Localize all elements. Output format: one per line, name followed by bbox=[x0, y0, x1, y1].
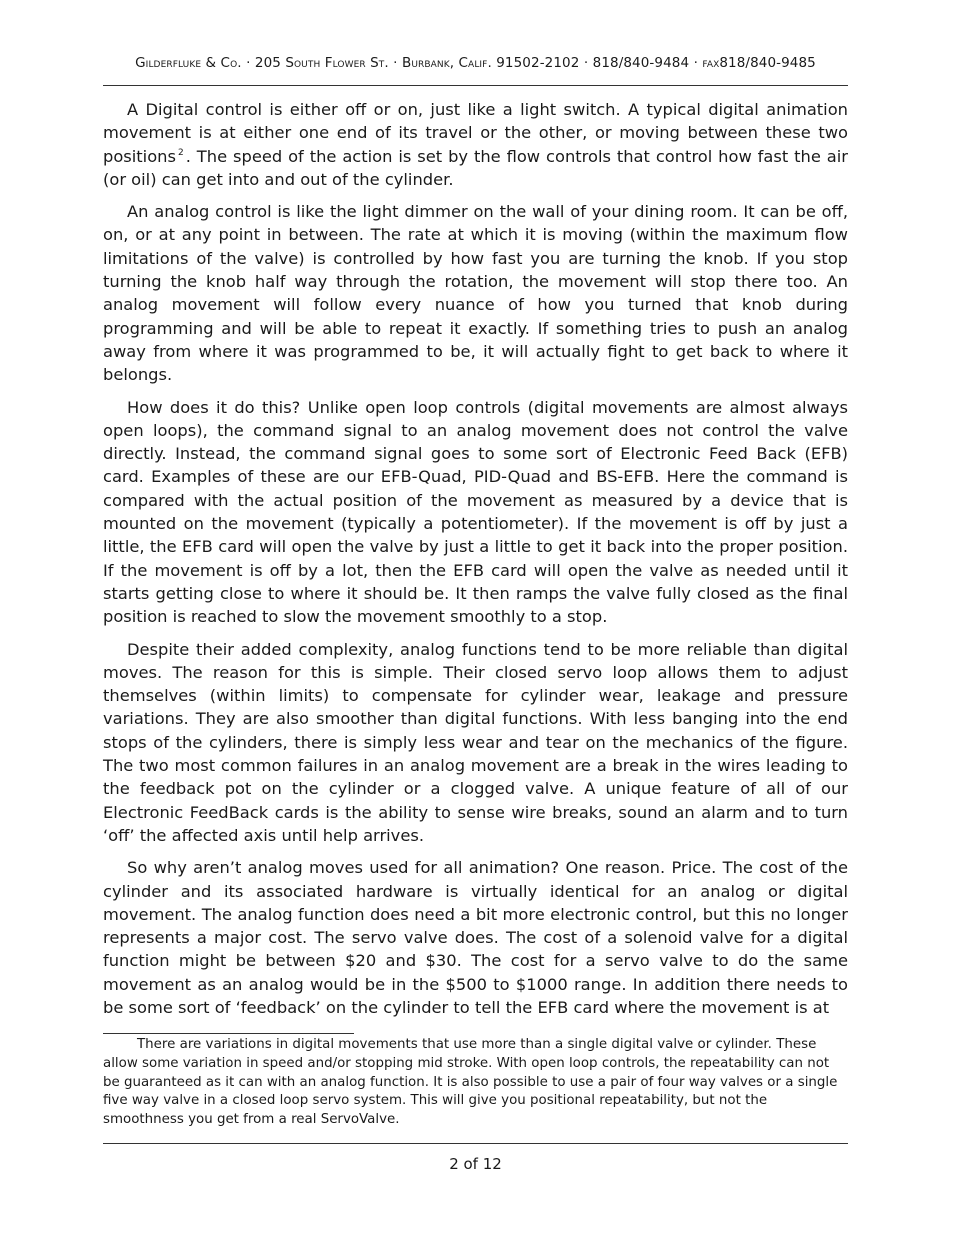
paragraph: How does it do this? Unlike open loop controls (digital movements are almost always open loops), the command signal to an analog movement does not control the valve directly. Instead, the command signal goes to some sort of Electronic Feed Back (EFB) card. Examples of these are our EFB-Quad, PID-Quad and BS-EFB. Here the command is compared with the actual position of the movement as measured by a device that is mounted on the movement (typically a potentiometer). If the movement is off by just a little, the EFB card will open the valve by just a little to get it back into the proper position. If the movement is off by a lot, then the EFB card will open the valve as needed until it starts getting close to where it should be. It then ramps the valve fully closed as the final position is reached to slow the movement smoothly to a stop. bbox=[103, 397, 848, 627]
fax-label: fax bbox=[702, 55, 720, 71]
fax-number: 818/840-9485 bbox=[719, 55, 816, 71]
header-separator: · bbox=[693, 55, 698, 71]
footnote bbox=[103, 1036, 848, 1130]
paragraph-text: A Digital control is either off or on, just like a light switch. A typical digital animation movement is at either one end of its travel or the other, or moving between these two positions bbox=[103, 100, 848, 166]
header-separator: · bbox=[246, 55, 251, 71]
paragraph-text: . The speed of the action is set by the flow controls that control how fast the air (or oil) can get into and out of the cylinder. bbox=[103, 146, 848, 189]
footnote-text: There are variations in digital movements that use more than a single digital valve or cylinder. These allow some variation in speed and/or stopping mid stroke. With open loop controls, the repeatability can not be guaranteed as it can with an analog function. It is also possible to use a pair of four way valves or a single five way valve in a closed loop servo system. This will give you positional repeatability, but not the smoothness you get from a real ServoValve. bbox=[103, 1037, 838, 1128]
phone-number: 818/840-9484 bbox=[592, 55, 690, 71]
company-name: Gilderfluke & Co. bbox=[135, 55, 242, 71]
footnote-reference[interactable]: 2 bbox=[177, 148, 184, 159]
header-separator: · bbox=[393, 55, 398, 71]
paragraph bbox=[103, 98, 848, 191]
body-text bbox=[103, 98, 848, 1028]
street-address: 205 South Flower St. bbox=[254, 55, 389, 71]
page-number: 2 of 12 bbox=[449, 1155, 502, 1173]
letterhead bbox=[103, 55, 848, 71]
footnote-divider bbox=[103, 1033, 354, 1034]
city-state-zip: Burbank, Calif. 91502-2102 bbox=[401, 55, 580, 71]
paragraph: An analog control is like the light dimmer on the wall of your dining room. It can be off, on, or at any point in between. The rate at which it is moving (within the maximum flow limitations of the valve) is controlled by how fast you are turning the knob. If you stop turning the knob half way through the rotation, the movement will stop there too. An analog movement will follow every nuance of how you turned that knob during programming and will be able to repeat it exactly. If something tries to push an analog away from where it was programmed to be, it will actually fight to get back to where it belongs. bbox=[103, 202, 848, 385]
paragraph: Despite their added complexity, analog functions tend to be more reliable than digital moves. The reason for this is simple. Their closed servo loop allows them to adjust themselves (within limits) to compensate for cylinder wear, leakage and pressure variations. They are also smoother than digital functions. With less banging into the end stops of the cylinders, there is simply less wear and tear on the mechanics of the figure. The two most common failures in an analog movement are a break in the wires leading to the feedback pot on the cylinder or a clogged valve. A unique feature of all of our Electronic FeedBack cards is the ability to sense wire breaks, sound an alarm and to turn ‘off’ the affected axis until help arrives. bbox=[103, 639, 848, 845]
paragraph: So why aren’t analog moves used for all animation? One reason. Price. The cost of the cylinder and its associated hardware is virtually identical for an analog or digital movement. The analog function does need a bit more electronic control, but this no longer represents a major cost. The servo valve does. The cost of a solenoid valve for a digital function might be between $20 and $30. The cost for a servo valve to do the same movement as an analog would be in the $500 to $1000 range. In addition there needs to be some sort of ‘feedback’ on the cylinder to tell the EFB card where the movement is at bbox=[103, 858, 848, 1017]
footer-divider bbox=[103, 1143, 848, 1144]
header-divider bbox=[103, 85, 848, 86]
header-separator: · bbox=[583, 55, 589, 71]
